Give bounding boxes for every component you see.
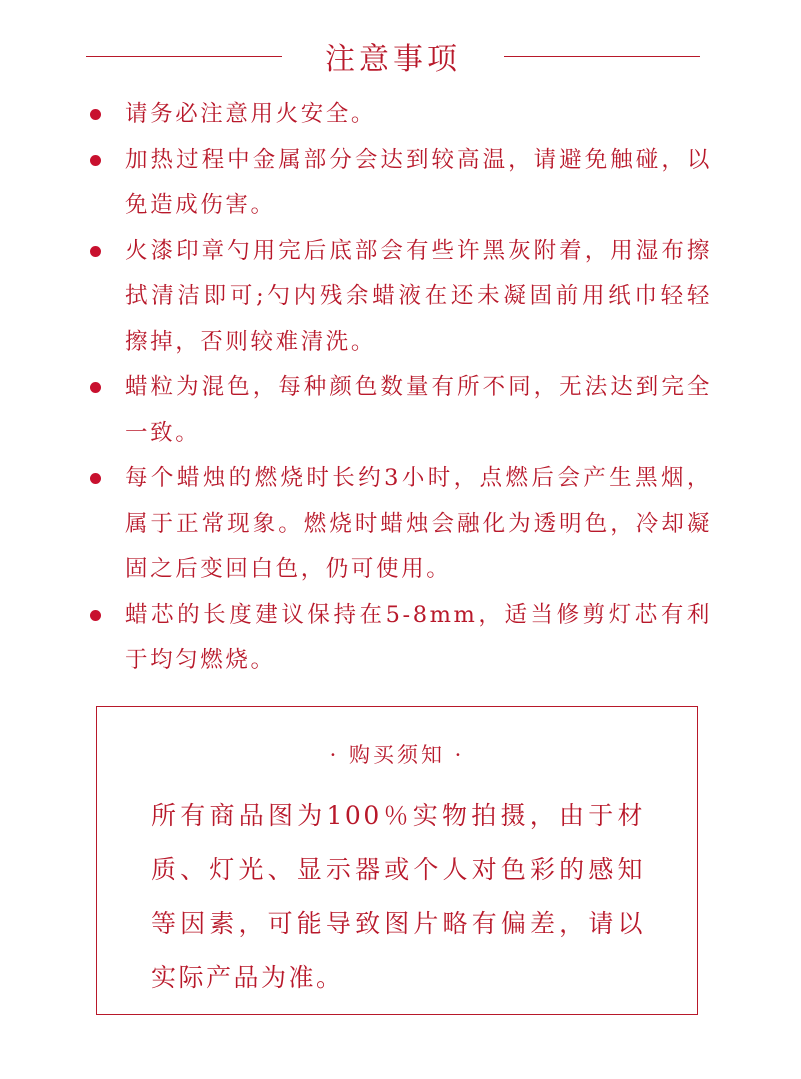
list-item bbox=[80, 138, 712, 229]
notice-body: 所有商品图为100％实物拍摄，由于材质、灯光、显示器或个人对色彩的感知等因素，可能导致图片略有偏差，请以实际产品为准。 bbox=[151, 801, 645, 992]
bullet-dot-icon bbox=[90, 246, 101, 257]
list-item bbox=[80, 456, 712, 593]
bullet-dot-icon bbox=[90, 109, 101, 120]
purchase-notice-box bbox=[96, 706, 698, 1015]
bullet-dot-icon bbox=[90, 610, 101, 621]
page-title: 注意事项 bbox=[325, 42, 461, 77]
header-divider-left bbox=[86, 56, 282, 57]
notes-list bbox=[80, 92, 712, 684]
note-text: 蜡粒为混色，每种颜色数量有所不同，无法达到完全一致。 bbox=[125, 374, 712, 446]
list-item bbox=[80, 593, 712, 684]
list-item bbox=[80, 365, 712, 456]
note-text: 加热过程中金属部分会达到较高温，请避免触碰，以免造成伤害。 bbox=[125, 146, 712, 218]
bullet-dot-icon bbox=[90, 473, 101, 484]
note-text: 请务必注意用火安全。 bbox=[125, 101, 377, 127]
note-text: 火漆印章勺用完后底部会有些许黑灰附着，用湿布擦拭清洁即可;勺内残余蜡液在还未凝固前用纸巾轻轻擦掉，否则较难清洗。 bbox=[125, 237, 712, 355]
note-text: 蜡芯的长度建议保持在5-8mm，适当修剪灯芯有利于均匀燃烧。 bbox=[125, 601, 712, 673]
bullet-dot-icon bbox=[90, 155, 101, 166]
list-item bbox=[80, 92, 712, 138]
note-text: 每个蜡烛的燃烧时长约3小时，点燃后会产生黑烟，属于正常现象。燃烧时蜡烛会融化为透明色，冷却凝固之后变回白色，仍可使用。 bbox=[125, 465, 712, 582]
section-header bbox=[86, 30, 700, 82]
list-item bbox=[80, 229, 712, 366]
notice-title: · 购买须知 · bbox=[329, 743, 465, 767]
bullet-dot-icon bbox=[90, 382, 101, 393]
header-divider-right bbox=[504, 56, 700, 57]
